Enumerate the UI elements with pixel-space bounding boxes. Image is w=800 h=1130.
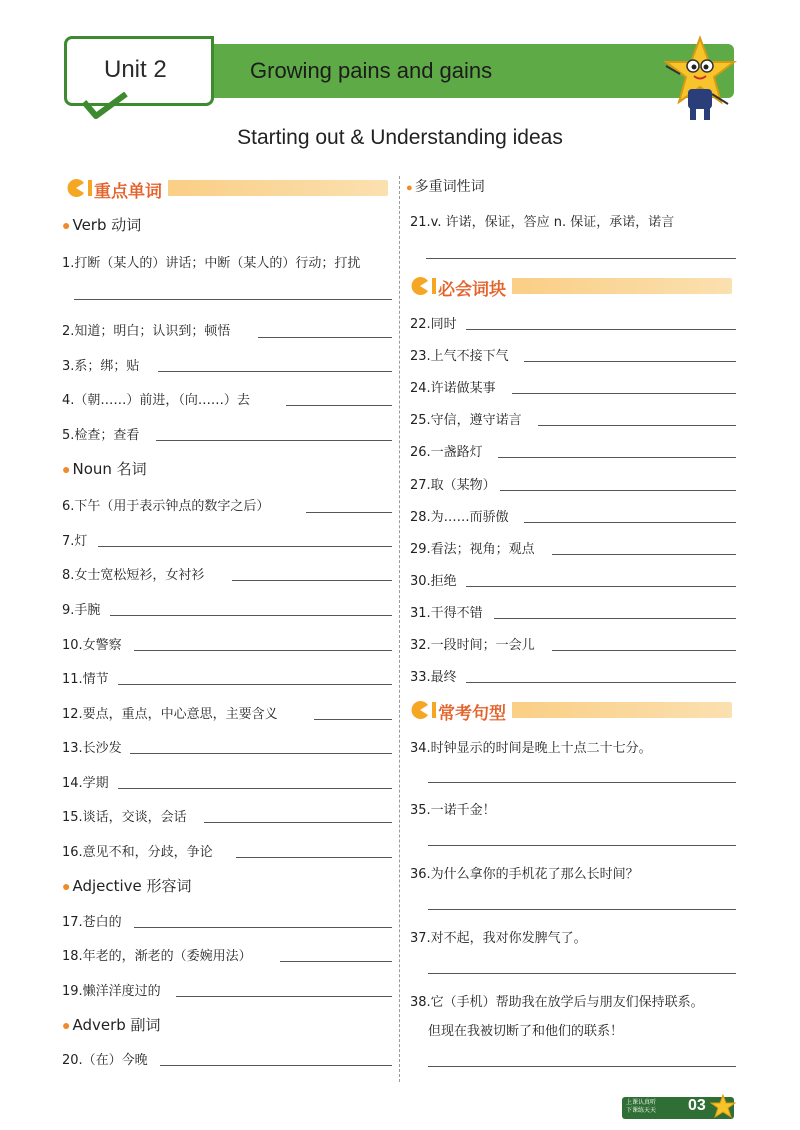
star-icon bbox=[710, 1094, 736, 1120]
item-19: 19.懒洋洋度过的 bbox=[62, 984, 161, 999]
item-38: 38.它（手机）帮助我在放学后与朋友们保持联系。 bbox=[410, 995, 704, 1010]
item-23: 23.上气不接下气 bbox=[410, 349, 509, 364]
answer-line-31[interactable] bbox=[494, 618, 736, 619]
item-34: 34.时钟显示的时间是晚上十点二十七分。 bbox=[410, 741, 652, 756]
item-21: 21.v. 许诺，保证，答应 n. 保证，承诺，诺言 bbox=[410, 215, 675, 230]
answer-line-32[interactable] bbox=[552, 650, 736, 651]
item-13: 13.长沙发 bbox=[62, 741, 122, 756]
item-24: 24.许诺做某事 bbox=[410, 381, 496, 396]
item-14: 14.学期 bbox=[62, 776, 109, 791]
answer-line-14[interactable] bbox=[118, 788, 392, 789]
item-36: 36.为什么拿你的手机花了那么长时间？ bbox=[410, 867, 639, 882]
category-adjective: ● Adjective 形容词 bbox=[62, 877, 192, 895]
item-38-continued: 但现在我被切断了和他们的联系！ bbox=[428, 1024, 624, 1039]
answer-line-11[interactable] bbox=[118, 684, 392, 685]
category-noun: ● Noun 名词 bbox=[62, 460, 147, 478]
item-37: 37.对不起，我对你发脾气了。 bbox=[410, 931, 587, 946]
item-27: 27.取（某物） bbox=[410, 478, 496, 493]
answer-line-5[interactable] bbox=[156, 440, 392, 441]
category-verb: ● Verb 动词 bbox=[62, 216, 142, 234]
item-32: 32.一段时间；一会儿 bbox=[410, 638, 535, 653]
answer-line-38[interactable] bbox=[428, 1066, 736, 1067]
item-2: 2.知道；明白；认识到；顿悟 bbox=[62, 324, 231, 339]
item-16: 16.意见不和，分歧，争论 bbox=[62, 845, 213, 860]
pacman-icon bbox=[410, 700, 430, 720]
page-subtitle: Starting out & Understanding ideas bbox=[237, 126, 563, 149]
item-3: 3.系；绑；贴 bbox=[62, 359, 140, 374]
item-20: 20.（在）今晚 bbox=[62, 1053, 148, 1068]
answer-line-2[interactable] bbox=[258, 337, 392, 338]
item-15: 15.谈话，交谈，会话 bbox=[62, 810, 187, 825]
item-22: 22.同时 bbox=[410, 317, 457, 332]
item-35: 35.一诺千金！ bbox=[410, 803, 496, 818]
item-1: 1.打断（某人的）讲话；中断（某人的）行动；打扰 bbox=[62, 256, 361, 271]
answer-line-12[interactable] bbox=[314, 719, 392, 720]
answer-line-22[interactable] bbox=[466, 329, 736, 330]
answer-line-20[interactable] bbox=[160, 1065, 392, 1066]
answer-line-10[interactable] bbox=[134, 650, 392, 651]
answer-line-27[interactable] bbox=[500, 490, 736, 491]
answer-line-4[interactable] bbox=[286, 405, 392, 406]
item-11: 11.情节 bbox=[62, 672, 109, 687]
answer-line-29[interactable] bbox=[552, 554, 736, 555]
answer-line-25[interactable] bbox=[538, 425, 736, 426]
answer-line-18[interactable] bbox=[280, 961, 392, 962]
item-26: 26.一盏路灯 bbox=[410, 445, 483, 460]
answer-line-24[interactable] bbox=[512, 393, 736, 394]
answer-line-3[interactable] bbox=[158, 371, 392, 372]
item-25: 25.守信，遵守诺言 bbox=[410, 413, 522, 428]
answer-line-30[interactable] bbox=[466, 586, 736, 587]
answer-line-19[interactable] bbox=[176, 996, 392, 997]
category-adverb: ● Adverb 副词 bbox=[62, 1016, 161, 1034]
answer-line-8[interactable] bbox=[232, 580, 392, 581]
answer-line-15[interactable] bbox=[204, 822, 392, 823]
pacman-icon bbox=[410, 276, 430, 296]
item-4: 4.（朝……）前进，（向……）去 bbox=[62, 393, 250, 408]
footer-tagline: 上课认真听 下课练天天 bbox=[626, 1099, 657, 1114]
item-7: 7.灯 bbox=[62, 534, 88, 549]
item-18: 18.年老的，渐老的（委婉用法） bbox=[62, 949, 252, 964]
item-9: 9.手腕 bbox=[62, 603, 101, 618]
answer-line-21[interactable] bbox=[426, 258, 736, 259]
answer-line-6[interactable] bbox=[306, 512, 392, 513]
answer-line-16[interactable] bbox=[236, 857, 392, 858]
category-multi: ● 多重词性词 bbox=[406, 179, 485, 195]
item-8: 8.女士宽松短衫，女衬衫 bbox=[62, 568, 205, 583]
item-12: 12.要点，重点，中心意思，主要含义 bbox=[62, 707, 278, 722]
item-33: 33.最终 bbox=[410, 670, 457, 685]
answer-line-37[interactable] bbox=[428, 973, 736, 974]
answer-line-9[interactable] bbox=[110, 615, 392, 616]
section-header-words: 重点单词 bbox=[66, 180, 388, 198]
page-number: 03 bbox=[688, 1097, 706, 1114]
item-6: 6.下午（用于表示钟点的数字之后） bbox=[62, 499, 270, 514]
section-header-sentences: 常考句型 bbox=[410, 702, 732, 720]
answer-line-26[interactable] bbox=[498, 457, 736, 458]
answer-line-17[interactable] bbox=[134, 927, 392, 928]
answer-line-23[interactable] bbox=[524, 361, 736, 362]
answer-line-1[interactable] bbox=[74, 299, 392, 300]
section-header-chunks: 必会词块 bbox=[410, 278, 732, 296]
unit-label: Unit 2 bbox=[104, 56, 167, 83]
answer-line-28[interactable] bbox=[524, 522, 736, 523]
answer-line-35[interactable] bbox=[428, 845, 736, 846]
checkmark-icon bbox=[80, 92, 130, 122]
answer-line-33[interactable] bbox=[466, 682, 736, 683]
item-28: 28.为……而骄傲 bbox=[410, 510, 509, 525]
star-mascot-icon bbox=[660, 34, 740, 124]
item-29: 29.看法；视角；观点 bbox=[410, 542, 535, 557]
answer-line-13[interactable] bbox=[130, 753, 392, 754]
item-10: 10.女警察 bbox=[62, 638, 122, 653]
item-30: 30.拒绝 bbox=[410, 574, 457, 589]
answer-line-36[interactable] bbox=[428, 909, 736, 910]
pacman-icon bbox=[66, 178, 86, 198]
item-5: 5.检查；查看 bbox=[62, 428, 140, 443]
answer-line-7[interactable] bbox=[98, 546, 392, 547]
column-divider bbox=[399, 176, 400, 1082]
answer-line-34[interactable] bbox=[428, 782, 736, 783]
item-17: 17.苍白的 bbox=[62, 915, 122, 930]
unit-title: Growing pains and gains bbox=[250, 58, 493, 83]
item-31: 31.干得不错 bbox=[410, 606, 483, 621]
